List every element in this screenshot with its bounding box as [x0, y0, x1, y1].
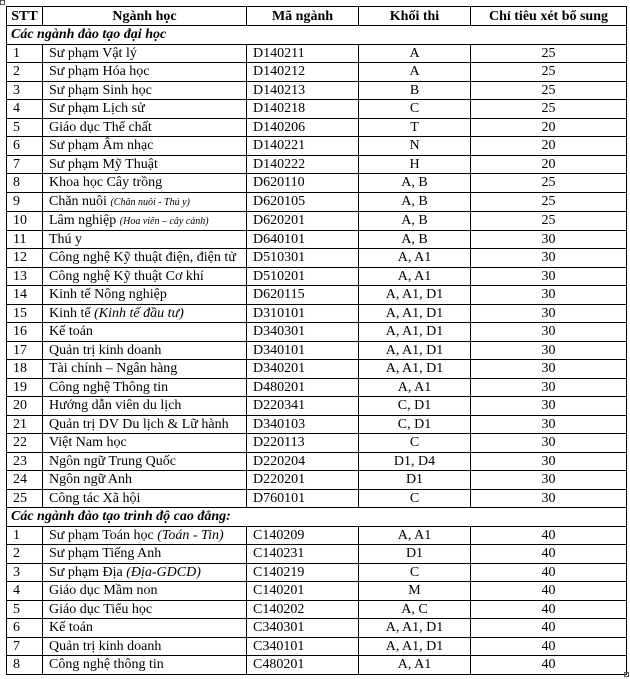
table-row [7, 63, 627, 82]
row-nganh-cell [43, 63, 247, 82]
table-row [7, 656, 627, 675]
row-ma-nganh: D510301 [247, 249, 359, 268]
row-nganh-cell [43, 137, 247, 156]
row-nganh-name: Sư phạm Sinh học [49, 82, 152, 98]
row-chi-tieu: 40 [471, 563, 627, 582]
table-row [7, 304, 627, 323]
row-nganh-cell [43, 545, 247, 564]
row-chi-tieu: 40 [471, 582, 627, 601]
header-chi-tieu: Chỉ tiêu xét bổ sung [471, 7, 627, 26]
row-khoi-thi: A, B [359, 211, 471, 230]
row-stt: 25 [7, 489, 43, 508]
row-stt: 9 [7, 192, 43, 211]
row-ma-nganh: D140206 [247, 118, 359, 137]
row-stt: 17 [7, 341, 43, 360]
row-chi-tieu: 25 [471, 174, 627, 193]
row-khoi-thi: C [359, 563, 471, 582]
row-ma-nganh: C140231 [247, 545, 359, 564]
row-stt: 22 [7, 434, 43, 453]
row-nganh-note: (Địa-GDCD) [126, 564, 201, 580]
row-chi-tieu: 25 [471, 192, 627, 211]
row-nganh-name: Sư phạm Hóa học [49, 64, 150, 80]
row-nganh-name: Tài chính – Ngân hàng [49, 361, 178, 377]
row-chi-tieu: 40 [471, 656, 627, 675]
row-chi-tieu: 20 [471, 155, 627, 174]
row-stt: 3 [7, 81, 43, 100]
row-chi-tieu: 25 [471, 211, 627, 230]
row-stt: 20 [7, 397, 43, 416]
table-row [7, 118, 627, 137]
row-nganh-cell [43, 397, 247, 416]
row-nganh-cell [43, 44, 247, 63]
row-chi-tieu: 20 [471, 118, 627, 137]
table-row [7, 230, 627, 249]
row-stt: 12 [7, 249, 43, 268]
row-nganh-name: Thú y [49, 231, 83, 247]
row-nganh-name: Công tác Xã hội [49, 490, 141, 506]
row-khoi-thi: A, A1, D1 [359, 323, 471, 342]
row-khoi-thi: B [359, 81, 471, 100]
row-nganh-name: Quản trị kinh doanh [49, 638, 162, 654]
row-chi-tieu: 30 [471, 323, 627, 342]
table-row [7, 452, 627, 471]
row-nganh-name: Lâm nghiệp [49, 212, 117, 228]
row-stt: 6 [7, 619, 43, 638]
table-row [7, 249, 627, 268]
row-nganh-cell [43, 267, 247, 286]
row-nganh-cell [43, 100, 247, 119]
row-stt: 2 [7, 63, 43, 82]
row-khoi-thi: A, B [359, 230, 471, 249]
row-chi-tieu: 30 [471, 452, 627, 471]
row-nganh-name: Công nghệ Kỹ thuật điện, điện tử [49, 250, 236, 266]
row-khoi-thi: T [359, 118, 471, 137]
row-khoi-thi: C, D1 [359, 415, 471, 434]
row-stt: 5 [7, 118, 43, 137]
admission-table-container [6, 6, 626, 675]
row-khoi-thi: A, B [359, 192, 471, 211]
table-row [7, 323, 627, 342]
row-nganh-name: Công nghệ Thông tin [49, 379, 169, 395]
row-ma-nganh: D340101 [247, 341, 359, 360]
row-chi-tieu: 30 [471, 341, 627, 360]
table-row [7, 267, 627, 286]
row-nganh-cell [43, 118, 247, 137]
table-row [7, 582, 627, 601]
table-row [7, 44, 627, 63]
row-nganh-name: Quản trị DV Du lịch & Lữ hành [49, 416, 229, 432]
row-ma-nganh: D640101 [247, 230, 359, 249]
row-khoi-thi: A, A1, D1 [359, 341, 471, 360]
row-nganh-cell [43, 563, 247, 582]
row-nganh-cell [43, 81, 247, 100]
row-ma-nganh: D620110 [247, 174, 359, 193]
row-chi-tieu: 30 [471, 471, 627, 490]
row-chi-tieu: 30 [471, 434, 627, 453]
row-ma-nganh: C140219 [247, 563, 359, 582]
table-row [7, 81, 627, 100]
row-chi-tieu: 40 [471, 600, 627, 619]
row-nganh-note: (Toán - Tin) [157, 527, 224, 543]
row-ma-nganh: D620201 [247, 211, 359, 230]
row-stt: 3 [7, 563, 43, 582]
table-body [7, 26, 627, 675]
row-nganh-cell [43, 656, 247, 675]
row-nganh-cell [43, 155, 247, 174]
row-ma-nganh: D140222 [247, 155, 359, 174]
row-khoi-thi: C [359, 434, 471, 453]
row-ma-nganh: D340201 [247, 360, 359, 379]
row-nganh-cell [43, 637, 247, 656]
table-row [7, 489, 627, 508]
row-nganh-name: Công nghệ Kỹ thuật Cơ khí [49, 268, 204, 284]
row-ma-nganh: D140212 [247, 63, 359, 82]
row-stt: 4 [7, 100, 43, 119]
row-nganh-cell [43, 378, 247, 397]
row-stt: 5 [7, 600, 43, 619]
row-ma-nganh: D140218 [247, 100, 359, 119]
row-ma-nganh: C340101 [247, 637, 359, 656]
row-nganh-cell [43, 360, 247, 379]
row-khoi-thi: A, A1 [359, 378, 471, 397]
row-nganh-name: Sư phạm Tiếng Anh [49, 546, 162, 562]
section-header-row [7, 508, 627, 527]
row-nganh-cell [43, 192, 247, 211]
table-move-handle[interactable] [0, 0, 5, 5]
row-khoi-thi: C [359, 100, 471, 119]
row-nganh-note: (Chăn nuôi - Thú y) [110, 196, 190, 208]
row-nganh-cell [43, 304, 247, 323]
table-resize-handle[interactable] [624, 672, 629, 677]
table-row [7, 360, 627, 379]
row-nganh-cell [43, 230, 247, 249]
row-ma-nganh: D220204 [247, 452, 359, 471]
row-chi-tieu: 30 [471, 415, 627, 434]
row-khoi-thi: A [359, 63, 471, 82]
row-nganh-cell [43, 174, 247, 193]
row-ma-nganh: C340301 [247, 619, 359, 638]
row-khoi-thi: A, A1, D1 [359, 360, 471, 379]
row-khoi-thi: A, A1, D1 [359, 304, 471, 323]
row-chi-tieu: 30 [471, 230, 627, 249]
row-chi-tieu: 25 [471, 63, 627, 82]
row-khoi-thi: N [359, 137, 471, 156]
row-nganh-cell [43, 323, 247, 342]
row-khoi-thi: A, A1, D1 [359, 286, 471, 305]
row-khoi-thi: D1 [359, 471, 471, 490]
section-title: Các ngành đào tạo đại học [7, 26, 627, 45]
row-chi-tieu: 20 [471, 137, 627, 156]
table-row [7, 600, 627, 619]
table-row [7, 471, 627, 490]
row-khoi-thi: D1, D4 [359, 452, 471, 471]
row-nganh-name: Kinh tế [49, 305, 91, 321]
row-ma-nganh: D140221 [247, 137, 359, 156]
row-ma-nganh: C140201 [247, 582, 359, 601]
row-stt: 21 [7, 415, 43, 434]
table-row [7, 526, 627, 545]
table-row [7, 378, 627, 397]
row-ma-nganh: C140209 [247, 526, 359, 545]
row-khoi-thi: A, A1 [359, 656, 471, 675]
table-row [7, 563, 627, 582]
row-nganh-name: Ngôn ngữ Anh [49, 472, 133, 488]
row-ma-nganh: D760101 [247, 489, 359, 508]
row-nganh-cell [43, 619, 247, 638]
row-stt: 10 [7, 211, 43, 230]
row-ma-nganh: D220113 [247, 434, 359, 453]
row-nganh-cell [43, 434, 247, 453]
row-stt: 8 [7, 656, 43, 675]
row-nganh-name: Sư phạm Lịch sử [49, 101, 145, 117]
row-nganh-name: Sư phạm Âm nhạc [49, 138, 154, 154]
row-stt: 24 [7, 471, 43, 490]
table-row [7, 100, 627, 119]
row-ma-nganh: D140213 [247, 81, 359, 100]
row-nganh-cell [43, 600, 247, 619]
row-ma-nganh: D140211 [247, 44, 359, 63]
row-ma-nganh: D340301 [247, 323, 359, 342]
row-stt: 6 [7, 137, 43, 156]
row-khoi-thi: A, B [359, 174, 471, 193]
row-stt: 14 [7, 286, 43, 305]
row-nganh-name: Sư phạm Vật lý [49, 45, 137, 61]
row-khoi-thi: A, A1, D1 [359, 619, 471, 638]
row-chi-tieu: 30 [471, 360, 627, 379]
row-stt: 7 [7, 637, 43, 656]
table-row [7, 637, 627, 656]
row-ma-nganh: D340103 [247, 415, 359, 434]
row-chi-tieu: 30 [471, 489, 627, 508]
row-stt: 23 [7, 452, 43, 471]
table-row [7, 155, 627, 174]
row-nganh-note: (Hoa viên – cây cảnh) [119, 215, 209, 227]
row-khoi-thi: A, A1, D1 [359, 637, 471, 656]
row-stt: 19 [7, 378, 43, 397]
row-nganh-cell [43, 415, 247, 434]
row-khoi-thi: M [359, 582, 471, 601]
table-row [7, 434, 627, 453]
row-nganh-name: Khoa học Cây trồng [49, 175, 163, 191]
row-stt: 1 [7, 44, 43, 63]
row-ma-nganh: C480201 [247, 656, 359, 675]
row-nganh-name: Sư phạm Toán học [49, 527, 154, 543]
row-stt: 16 [7, 323, 43, 342]
header-khoi-thi: Khối thi [359, 7, 471, 26]
row-nganh-cell [43, 582, 247, 601]
section-title: Các ngành đào tạo trình độ cao đẳng: [7, 508, 627, 527]
row-khoi-thi: H [359, 155, 471, 174]
row-ma-nganh: D220201 [247, 471, 359, 490]
table-row [7, 286, 627, 305]
table-row [7, 137, 627, 156]
row-nganh-cell [43, 489, 247, 508]
row-stt: 8 [7, 174, 43, 193]
row-ma-nganh: D480201 [247, 378, 359, 397]
table-row [7, 619, 627, 638]
row-nganh-cell [43, 249, 247, 268]
row-ma-nganh: C140202 [247, 600, 359, 619]
table-row [7, 211, 627, 230]
row-khoi-thi: A, C [359, 600, 471, 619]
row-stt: 4 [7, 582, 43, 601]
row-stt: 11 [7, 230, 43, 249]
row-nganh-name: Kinh tế Nông nghiệp [49, 287, 167, 303]
admission-quota-table [6, 6, 627, 675]
row-nganh-note: (Kinh tế đầu tư) [94, 305, 184, 321]
table-row [7, 341, 627, 360]
row-khoi-thi: A, A1 [359, 526, 471, 545]
header-ma-nganh: Mã ngành [247, 7, 359, 26]
row-khoi-thi: A [359, 44, 471, 63]
row-stt: 7 [7, 155, 43, 174]
table-header-row [7, 7, 627, 26]
row-chi-tieu: 40 [471, 619, 627, 638]
row-nganh-name: Hướng dẫn viên du lịch [49, 398, 182, 414]
row-chi-tieu: 30 [471, 378, 627, 397]
row-khoi-thi: C, D1 [359, 397, 471, 416]
row-nganh-cell [43, 211, 247, 230]
row-nganh-name: Chăn nuôi [49, 193, 107, 209]
row-ma-nganh: D510201 [247, 267, 359, 286]
row-nganh-cell [43, 286, 247, 305]
row-nganh-name: Kế toán [49, 324, 93, 340]
row-chi-tieu: 25 [471, 44, 627, 63]
section-header-row [7, 26, 627, 45]
row-khoi-thi: A, A1 [359, 267, 471, 286]
row-ma-nganh: D620105 [247, 192, 359, 211]
row-stt: 15 [7, 304, 43, 323]
row-nganh-name: Công nghệ thông tin [49, 657, 164, 673]
row-nganh-name: Quản trị kinh doanh [49, 342, 162, 358]
row-nganh-name: Sư phạm Mỹ Thuật [49, 156, 158, 172]
row-chi-tieu: 30 [471, 286, 627, 305]
row-nganh-name: Giáo dục Tiểu học [49, 601, 153, 617]
row-chi-tieu: 40 [471, 545, 627, 564]
row-chi-tieu: 30 [471, 304, 627, 323]
header-nganh: Ngành học [43, 7, 247, 26]
table-row [7, 397, 627, 416]
header-stt: STT [7, 7, 43, 26]
table-row [7, 174, 627, 193]
row-ma-nganh: D620115 [247, 286, 359, 305]
table-row [7, 192, 627, 211]
row-nganh-name: Kế toán [49, 620, 93, 636]
row-nganh-cell [43, 526, 247, 545]
row-chi-tieu: 30 [471, 249, 627, 268]
row-ma-nganh: D310101 [247, 304, 359, 323]
row-chi-tieu: 25 [471, 81, 627, 100]
row-chi-tieu: 30 [471, 397, 627, 416]
row-chi-tieu: 40 [471, 526, 627, 545]
row-nganh-cell [43, 471, 247, 490]
row-chi-tieu: 30 [471, 267, 627, 286]
row-khoi-thi: A, A1 [359, 249, 471, 268]
table-row [7, 545, 627, 564]
row-stt: 1 [7, 526, 43, 545]
row-nganh-cell [43, 452, 247, 471]
row-chi-tieu: 40 [471, 637, 627, 656]
row-nganh-name: Việt Nam học [49, 435, 127, 451]
row-nganh-name: Sư phạm Địa [49, 564, 123, 580]
row-khoi-thi: D1 [359, 545, 471, 564]
table-row [7, 415, 627, 434]
row-nganh-name: Ngôn ngữ Trung Quốc [49, 453, 176, 469]
row-khoi-thi: C [359, 489, 471, 508]
row-ma-nganh: D220341 [247, 397, 359, 416]
row-chi-tieu: 25 [471, 100, 627, 119]
row-stt: 18 [7, 360, 43, 379]
row-nganh-name: Giáo dục Mầm non [49, 583, 158, 599]
row-stt: 2 [7, 545, 43, 564]
row-nganh-cell [43, 341, 247, 360]
row-stt: 13 [7, 267, 43, 286]
row-nganh-name: Giáo dục Thể chất [49, 119, 152, 135]
